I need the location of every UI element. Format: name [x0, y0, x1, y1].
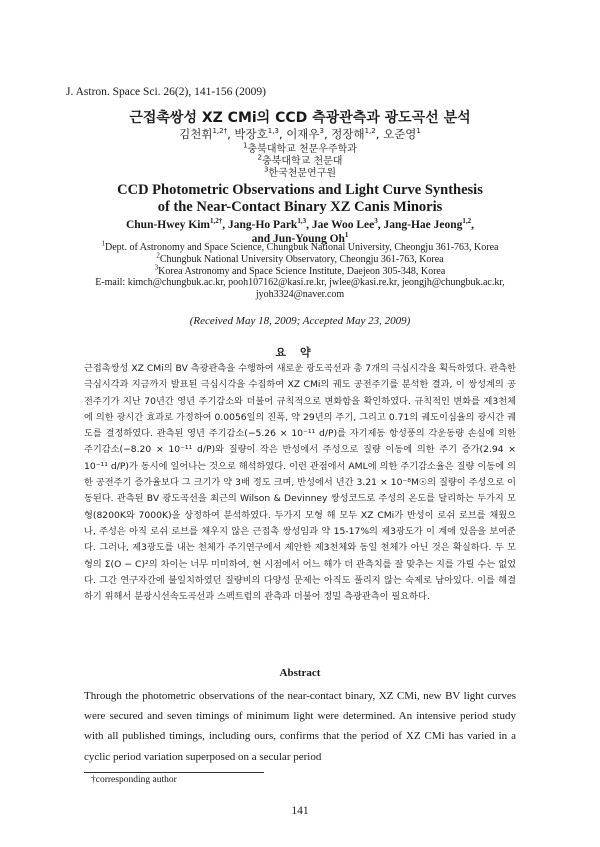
footnote: †corresponding author — [91, 775, 177, 785]
received-dates: (Received May 18, 2009; Accepted May 23, 2009) — [189, 315, 411, 327]
english-affiliations: $^1$Dept. of Astronomy and Space Science, Chungbuk National University, Cheongju 361-763, Korea $^2$Chungbuk National University Observatory, Cheongju 361-763, Korea $^3$Korea Astronomy and Space Science Institute, Daejeon 305-348, Korea E-mail: kimch@chungbuk.ac.kr, pooh107162@kasi.re.kr, jwlee@kasi.re.kr, jeongjh@chungbuk.ac.kr, jyoh3324@naver.com — [0, 242, 600, 301]
korean-title: 근접촉쌍성 XZ CMi의 CCD 측광관측과 광도곡선 분석 — [129, 110, 471, 126]
journal-reference: J. Astron. Space Sci. 26(2), 141-156 (2009) — [66, 86, 266, 98]
korean-affiliation: $^2$충북대학교 천문대 — [257, 153, 343, 167]
english-abstract-heading: Abstract — [279, 667, 321, 679]
page-number: 141 — [291, 805, 309, 817]
author-name: 정장해 — [331, 127, 365, 141]
english-title: CCD Photometric Observations and Light Curve Synthesis of the Near-Contact Binary XZ Canis Minoris — [117, 182, 483, 215]
korean-authors: 김천휘$^{1,2\dagger}$, 박장호$^{1,3}$, 이재우$^3$, 정장해$^{1,2}$, 오준영$^1$ — [179, 127, 421, 141]
korean-affiliation: $^3$한국천문연구원 — [263, 165, 337, 179]
author-name: 박장호 — [234, 127, 268, 141]
footnote-divider — [84, 772, 264, 773]
korean-affiliation: $^1$충북대학교 천문우주학과 — [243, 141, 357, 155]
author-name: 김천휘 — [179, 127, 213, 141]
english-abstract-body: Through the photometric observations of the near-contact binary, XZ CMi, new BV light curves were secured and seven timings of minimum light were determined. An intensive period study with all published timings, including ours, confirms that the period of XZ CMi has varied in a cyclic period variation superposed on a secular period — [84, 690, 516, 763]
email-list: E-mail: kimch@chungbuk.ac.kr, pooh107162@kasi.re.kr, jwlee@kasi.re.kr, jeongjh@chungbuk.ac.kr, — [95, 277, 505, 289]
author-name: 이재우 — [286, 127, 320, 141]
english-authors: Chun-Hwey Kim$^{1,2\dagger}$, Jang-Ho Park$^{1,3}$, Jae Woo Lee$^3$, Jang-Hae Jeong$^{1,2}$, and Jun-Young Oh$^1$ — [125, 217, 475, 245]
korean-abstract-heading: 요약 — [275, 346, 325, 359]
author-name: 오준영 — [383, 127, 417, 141]
email-list: jyoh3324@naver.com — [255, 289, 345, 301]
korean-abstract-body: 근접촉쌍성 XZ CMi의 BV 측광관측을 수행하여 새로운 광도곡선과 총 7개의 극심시각을 획득하였다. 관측한 극심시각과 지금까지 발표된 극심시각을 수집하여 XZ CMi의 궤도 공전주기를 분석한 결과, 이 쌍성계의 공전주기가 지난 70년간 영년 주기감소와 더불어 규칙적으로 변화함을 확인하였다. 규칙적인 변화를 제3천체에 의한 광시간 효과로 가정하여 0.0056일의 진폭, 약 29년의 주기, 그리고 0.71의 궤도이심율의 광시간 궤도를 결정하였다. 관측된 영년 주기감소(−5.26 × 10⁻¹¹ d/P)를 자기제동 항성풍의 각운동량 손실에 의한 주기감소(−8.20 × 10⁻¹¹ d/P)와 질량이 작은 반성에서 주성으로 질량 이동에 의한 주기 증가(2.94 × 10⁻¹¹ d/P)가 동시에 일어나는 것으로 해석하였다. 이런 관점에서 AML에 의한 주기감소율은 질량 이동에 의한 공전주기 증가율보다 그 크기가 약 3배 정도 크며, 반성에서 년간 3.21 × 10⁻⁸M☉의 질량이 주성으로 이동된다. 관측된 BV 광도곡선을 최근의 Wilson & Devinney 쌍성코드로 주성의 온도를 달리하는 두가지 모형(8200K와 7000K)을 상정하여 분석하였다. 두가지 모형 해 모두 XZ CMi가 반성이 로쉬 로브를 채웠으나, 주성은 아직 로쉬 로브를 채우지 않은 근접촉 쌍성임과 약 15-17%의 제3광도가 이 계에 있음을 보여준다. 그러나, 제3광도를 내는 천체가 주기연구에서 제안한 제3천체와 동일 천체가 아닌 것은 확실하다. 두 모형의 Σ(O − C)²의 차이는 너무 미미하여, 현 시점에서 어느 해가 더 관측치를 잘 맞추는 지를 가릴 수는 없었다. 그간 연구자간에 불일치하였던 질량비의 다양성 문제는 아직도 풀리지 않는 숙제로 남아있다. 이를 해결하기 위해서 분광시선속도곡선과 스펙트럼의 관측과 더불어 정밀 측광관측이 필요하다. — [84, 363, 516, 603]
